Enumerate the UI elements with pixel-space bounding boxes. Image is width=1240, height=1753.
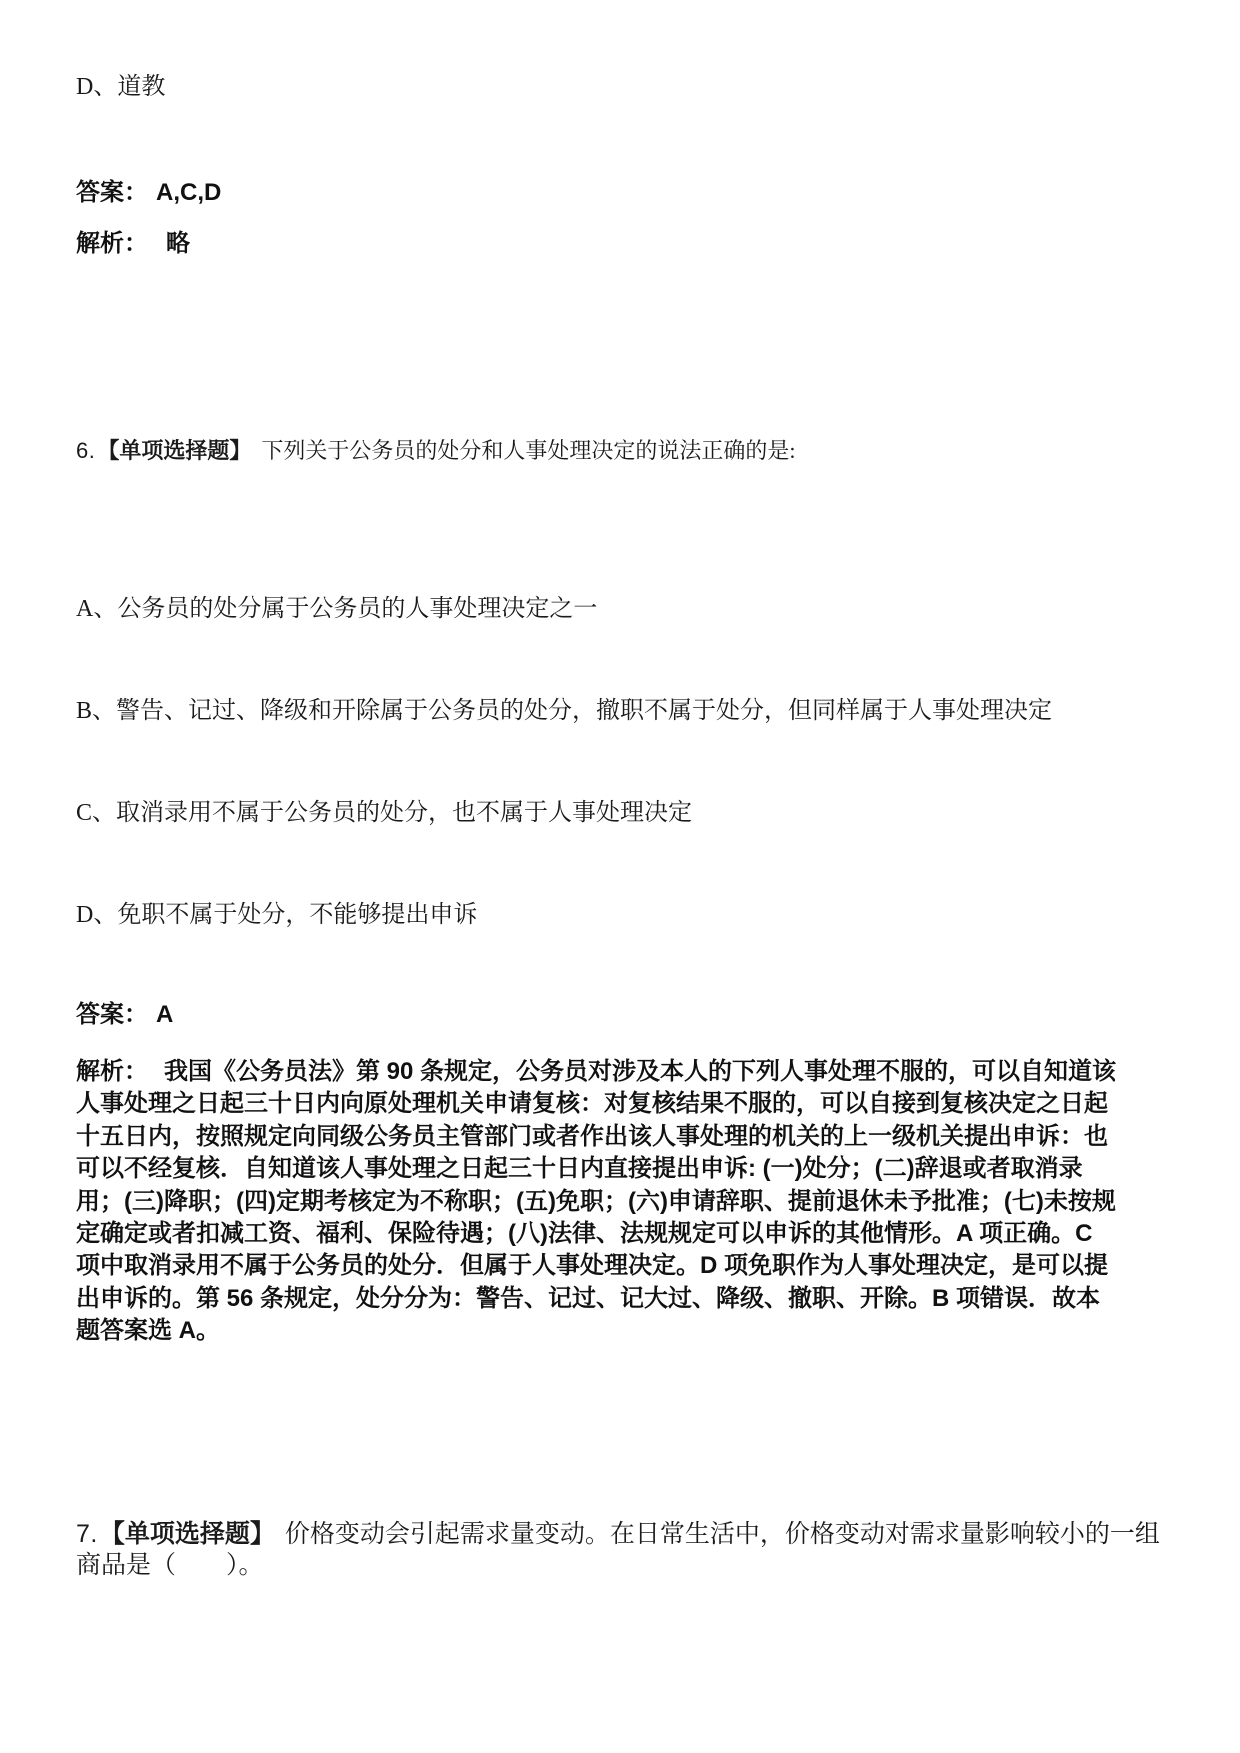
analysis-line: 我国《公务员法》第 90 条规定，公务员对涉及本人的下列人事处理不服的，可以自知道该 [164,1058,1117,1085]
answer-value: A [156,1001,174,1028]
answer-label: 答案： [76,179,148,206]
question6-stem: 下列关于公务员的处分和人事处理决定的说法正确的是: [261,438,796,463]
analysis-label: 解析： [76,230,148,257]
question6-answer-line [76,1000,173,1030]
question6-option-d: D、免职不属于处分，不能够提出申诉 [76,902,478,928]
question7-stem-line2: 商品是（ ）。 [76,1552,264,1579]
question6-number: 6. [76,438,96,463]
answer-value: A,C,D [156,179,222,206]
answer-label: 答案： [76,1001,148,1028]
analysis-line: 十五日内，按照规定向同级公务员主管部门或者作出该人事处理的机关的上一级机关提出申诉：也 [76,1122,1108,1150]
prev-question-option-d: D、道教 [76,74,166,100]
question6-option-b: B、警告、记过、降级和开除属于公务员的处分，撤职不属于处分，但同样属于人事处理决定 [76,698,1053,724]
question6-option-c: C、取消录用不属于公务员的处分，也不属于人事处理决定 [76,800,693,826]
analysis-line: 题答案选 A。 [76,1317,220,1345]
analysis-label: 解析： [76,1058,148,1085]
question6-option-a: A、公务员的处分属于公务员的人事处理决定之一 [76,596,598,622]
analysis-line: 定确定或者扣减工资、福利、保险待遇；(八)法律、法规规定可以申诉的其他情形。A 项正确。C [76,1220,1093,1248]
question6-type-tag: 【单项选择题】 [97,438,252,463]
prev-question-answer-line [76,178,221,208]
question7-type-tag: 【单项选择题】 [99,1521,275,1548]
prev-question-analysis-line [76,229,190,259]
question6-header [76,436,796,466]
question7-number: 7. [76,1520,98,1548]
analysis-line: 可以不经复核．自知道该人事处理之日起三十日内直接提出申诉: (一)处分；(二)辞退或者取消录 [76,1155,1083,1183]
question7-header [76,1518,1160,1552]
analysis-text [76,1056,1196,1348]
analysis-line: 用；(三)降职；(四)定期考核定为不称职；(五)免职；(六)申请辞职、提前退休未予批准；(七)未按规 [76,1187,1116,1215]
question6-analysis [76,1056,1196,1348]
analysis-line: 人事处理之日起三十日内向原处理机关申请复核：对复核结果不服的，可以自接到复核决定之日起 [76,1090,1108,1118]
question7-stem-line1: 价格变动会引起需求量变动。在日常生活中，价格变动对需求量影响较小的一组 [284,1521,1160,1548]
analysis-line: 出申诉的。第 56 条规定，处分分为：警告、记过、记大过、降级、撤职、开除。B 项错误．故本 [76,1284,1101,1312]
analysis-value: 略 [166,230,190,257]
analysis-line: 项中取消录用不属于公务员的处分．但属于人事处理决定。D 项免职作为人事处理决定，是可以提 [76,1252,1108,1280]
